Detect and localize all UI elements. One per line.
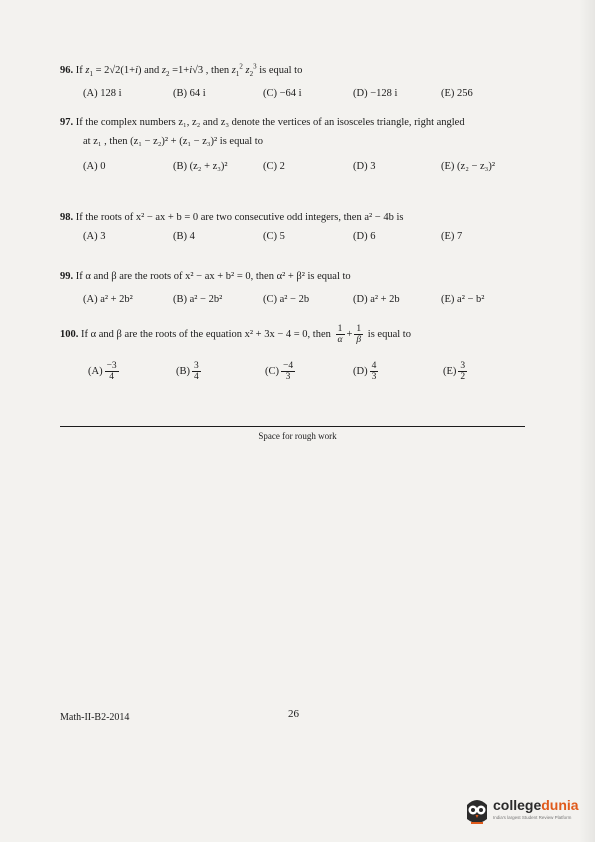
question-stem-line1: If the complex numbers z₁, z₂ and z₃ denote the vertices of an isosceles triangle, right angled (75, 117, 465, 128)
question-stem: If $z_1 = 2√2(1+i)$ and $z_2 =1+i√3$ , then $z_1^2$ $z_2^3$ is equal to (75, 62, 303, 78)
question-99 (60, 270, 530, 307)
question-number: 99. (60, 271, 74, 282)
option-a: (A) 0 (83, 161, 106, 172)
option-b: (B) a² − 2b² (173, 294, 223, 305)
option-d: (D) 3 (353, 161, 376, 172)
option-e: (E) a² − b² (441, 294, 485, 305)
fraction-1-over-alpha: $\frac{1}{\alpha}$ (337, 324, 343, 345)
fraction-1-over-beta: $\frac{1}{\beta}$ (356, 324, 362, 345)
paper-code: Math-II-B2-2014 (60, 712, 130, 723)
option-b: (B) 64 i (173, 87, 206, 99)
question-number: 98. (60, 212, 74, 223)
option-d: (D) $\frac{4}{3}$ (353, 361, 377, 382)
logo-tagline: India's largest Student Review Platform (493, 815, 572, 820)
option-d: (D) 6 (353, 231, 376, 242)
options-row (60, 230, 530, 244)
option-c: (C) 5 (263, 231, 285, 242)
question-stem-line2: at z₁ , then (z₁ − z₂)² + (z₁ − z₃)² is equal to (83, 136, 263, 147)
option-e: (E) 7 (441, 231, 463, 242)
page-shadow (579, 0, 595, 842)
question-stem: If α and β are the roots of the equation x² + 3x − 4 = 0, then $\frac{1}{\alpha}$ + $\frac{1}{\beta}$ is equal to (81, 324, 411, 345)
owl-icon (463, 795, 491, 827)
option-b: (B) (z₂ + z₃)² (173, 161, 228, 172)
divider-line (60, 426, 525, 427)
option-a: (A) a² + 2b² (83, 294, 133, 305)
page-number: 26 (288, 708, 299, 720)
options-row (60, 160, 530, 174)
question-number: 96. (60, 64, 74, 76)
options-row (60, 293, 530, 307)
option-c: (C) −64 i (263, 87, 302, 99)
option-c: (C) 2 (263, 161, 285, 172)
question-100 (60, 324, 530, 385)
question-stem: If the roots of x² − ax + b = 0 are two consecutive odd integers, then a² − 4b is (75, 212, 404, 223)
collegedunia-logo (463, 793, 589, 829)
option-b: (B) 4 (173, 231, 195, 242)
option-a: (A) $\frac{-3}{4}$ (88, 361, 117, 382)
question-97 (60, 116, 530, 174)
option-c: (C) a² − 2b (263, 294, 310, 305)
options-row (60, 87, 530, 101)
options-row (60, 361, 530, 385)
option-d: (D) a² + 2b (353, 294, 400, 305)
option-d: (D) −128 i (353, 87, 398, 99)
option-b: (B) $\frac{3}{4}$ (176, 361, 199, 382)
question-98 (60, 211, 530, 244)
option-e: (E) $\frac{3}{2}$ (443, 361, 466, 382)
question-number: 97. (60, 117, 74, 128)
option-e: (E) 256 (441, 87, 473, 99)
question-number: 100. (60, 328, 79, 340)
question-96 (60, 60, 530, 101)
option-a: (A) 128 i (83, 87, 122, 99)
option-e: (E) (z₂ − z₃)² (441, 161, 495, 172)
rough-work-label: Space for rough work (258, 431, 337, 441)
option-a: (A) 3 (83, 231, 106, 242)
logo-wordmark: collegedunia (493, 797, 579, 813)
question-stem: If α and β are the roots of x² − ax + b² = 0, then α² + β² is equal to (75, 271, 351, 282)
option-c: (C) $\frac{-4}{3}$ (265, 361, 294, 382)
